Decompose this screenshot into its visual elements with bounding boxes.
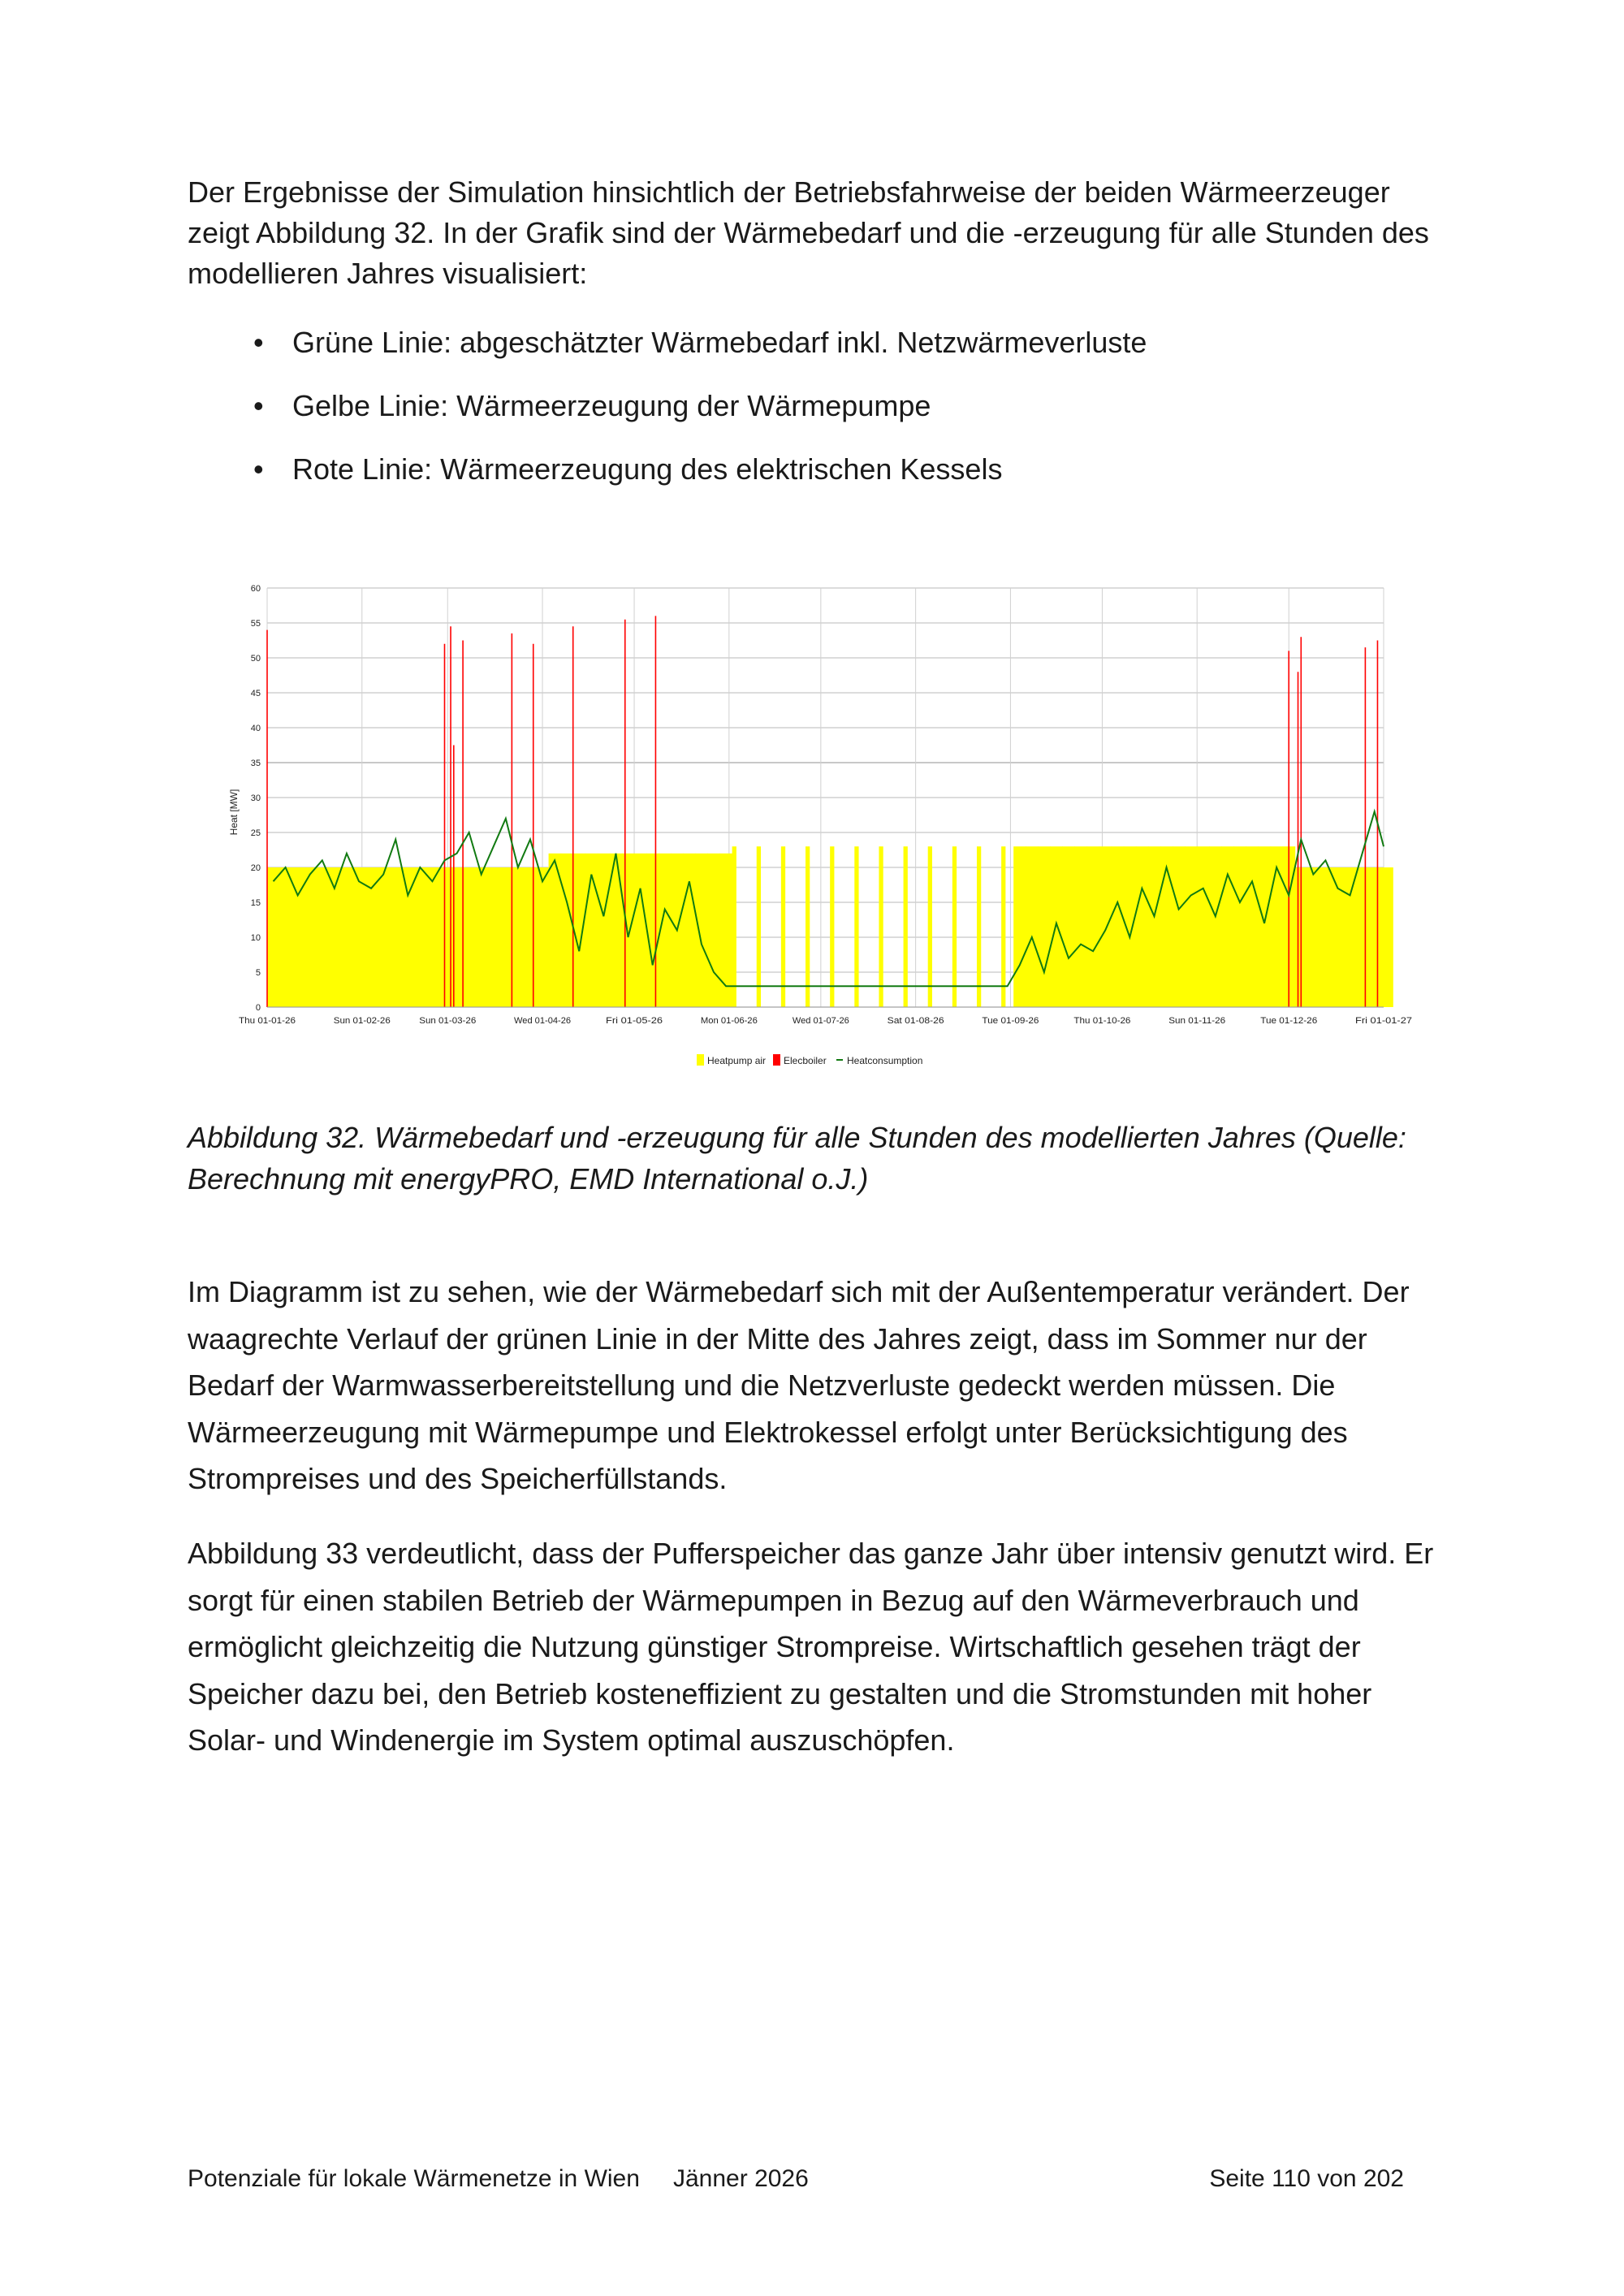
heatpump-bar [904,846,908,1007]
x-tick-label: Tue 01-09-26 [982,1016,1039,1026]
bullet-text: Grüne Linie: abgeschätzter Wärmebedarf inkl. Netzwärmeverluste [292,326,1147,359]
heatpump-bar [1026,846,1039,1007]
legend-label-heatconsumption: Heatconsumption [847,1055,923,1066]
y-tick-label: 25 [250,828,261,838]
heatpump-bar [1380,867,1393,1007]
legend-swatch-elecboiler [773,1054,780,1066]
x-tick-label: Sun 01-03-26 [419,1016,477,1026]
heatpump-bar [1368,867,1381,1007]
heatpump-bar [537,867,550,1007]
intro-paragraph: Der Ergebnisse der Simulation hinsichtlich der Betriebsfahrweise der beiden Wärmeerzeuger zeigt Abbildung 32. In der Grafik sind der Wärmebedarf und die -erzeugung für alle Stunden des modellieren Jahres visualisiert: [188,175,1429,290]
y-tick-label: 5 [255,968,261,978]
heatpump-bar [1246,846,1259,1007]
heatpump-bar [598,854,611,1007]
body-paragraph-2: Abbildung 33 verdeutlicht, dass der Pufferspeicher das ganze Jahr über intensiv genutzt wird. Er sorgt für einen stabilen Betrieb der Wärmepumpen in Bezug auf den Wärmeverbrauch und ermöglicht gleichzeitig die Nutzung günstiger Strompreise. Wirtschaftlich gesehen trägt der Speicher dazu bei, den Betrieb kosteneffizient zu gestalten und die Stromstunden mit hoher Solar- und Windenergie im System optimal auszuschöpfen. [188,1537,1434,1757]
x-tick-label: Fri 01-01-27 [1355,1016,1412,1026]
heatpump-bar [1013,846,1026,1007]
bullet-text: Gelbe Linie: Wärmeerzeugung der Wärmepumpe [292,389,931,422]
heatpump-bar [1221,846,1234,1007]
x-tick-label: Thu 01-10-26 [1073,1016,1131,1026]
heatpump-bar [646,854,659,1007]
heatpump-bar [781,846,785,1007]
x-tick-label: Tue 01-12-26 [1260,1016,1318,1026]
heatpump-bar [1038,846,1051,1007]
y-tick-label: 0 [255,1003,261,1013]
y-tick-label: 10 [250,933,261,943]
heatpump-bar [316,867,329,1007]
heatpump-bar [1112,846,1125,1007]
heatpump-bar [830,846,834,1007]
heatpump-bar [1356,867,1369,1007]
heatpump-bar [426,867,439,1007]
chart-legend [697,1054,922,1066]
heatpump-bar [414,867,427,1007]
heatpump-bar [512,867,525,1007]
heatpump-bar [707,854,720,1007]
heatpump-bar [304,867,317,1007]
heatpump-bar [1148,846,1161,1007]
x-tick-label: Wed 01-04-26 [514,1016,572,1026]
bullet-symbol: • [253,326,264,359]
y-tick-label: 55 [250,619,261,629]
x-tick-label: Thu 01-01-26 [239,1016,296,1026]
heatpump-bar [622,854,635,1007]
heatpump-bar [1136,846,1149,1007]
heatpump-bar [1233,846,1246,1007]
heatpump-bar [879,846,883,1007]
heatpump-bar [475,867,488,1007]
y-tick-label: 20 [250,863,261,873]
y-axis-label: Heat [MW] [228,789,240,836]
heatpump-bar [806,846,810,1007]
heatpump-bar [854,846,858,1007]
legend-label-heatpump: Heatpump air [707,1055,767,1066]
y-tick-label: 45 [250,689,261,698]
y-tick-label: 50 [250,654,261,664]
heatpump-bar [1197,846,1210,1007]
body-paragraph-1: Im Diagramm ist zu sehen, wie der Wärmebedarf sich mit der Außentemperatur verändert. Der waagrechte Verlauf der grünen Linie in der Mitte des Jahres zeigt, dass im Sommer nur der Bedarf der Warmwasserbereitstellung und die Netzverluste gedeckt werden müssen. Die Wärmeerzeugung mit Wärmepumpe und Elektrokessel erfolgt unter Berücksichtigung des Strompreises und des Speicherfüllstands. [188,1275,1410,1495]
heatpump-bar [487,867,500,1007]
heatpump-bar [1099,846,1112,1007]
heatpump-bar [732,846,736,1007]
heatpump-bar [402,867,415,1007]
footer-date: Jänner 2026 [673,2165,809,2192]
bullet-symbol: • [253,452,264,486]
y-tick-label: 35 [250,759,261,768]
heatpump-bar [683,854,696,1007]
heatpump-bar [1320,867,1332,1007]
heatpump-bar [1062,846,1075,1007]
x-tick-label: Fri 01-05-26 [606,1016,663,1026]
heatpump-bar [352,867,365,1007]
x-tick-label: Wed 01-07-26 [792,1016,849,1026]
heatpump-bar [977,846,981,1007]
heatpump-bar [573,854,586,1007]
legend-swatch-heatpump [697,1054,704,1066]
heatpump-bar [695,854,708,1007]
heatpump-bar [267,867,280,1007]
heatpump-bar [451,867,464,1007]
heatpump-bar [1259,846,1272,1007]
heatpump-bar [720,854,733,1007]
heatpump-bar [757,846,761,1007]
x-tick-label: Sun 01-11-26 [1168,1016,1226,1026]
x-tick-label: Sat 01-08-26 [887,1016,944,1026]
heatpump-series [267,846,1393,1007]
heatpump-bar [634,854,647,1007]
figure-caption: Abbildung 32. Wärmebedarf und -erzeugung für alle Stunden des modellierten Jahres (Quelle: Berechnung mit energyPRO, EMD International o.J.) [188,1121,1406,1196]
y-tick-label: 30 [250,793,261,803]
heatpump-bar [1001,846,1005,1007]
legend-label-elecboiler: Elecboiler [784,1055,827,1066]
heatpump-bar [1173,846,1186,1007]
heatpump-bar [499,867,512,1007]
heatpump-bar [1087,846,1100,1007]
x-tick-label: Sun 01-02-26 [333,1016,391,1026]
bullet-text: Rote Linie: Wärmeerzeugung des elektrischen Kessels [292,452,1003,486]
heatpump-bar [1050,846,1063,1007]
x-tick-label: Mon 01-06-26 [700,1016,758,1026]
footer-title: Potenziale für lokale Wärmenetze in Wien [188,2165,640,2192]
heatpump-bar [1271,846,1284,1007]
heatpump-bar [1344,867,1357,1007]
heatpump-bar [378,867,391,1007]
heatpump-bar [928,846,932,1007]
y-tick-label: 15 [250,898,261,908]
heatpump-bar [524,867,537,1007]
heatpump-bar [1185,846,1198,1007]
y-tick-label: 40 [250,724,261,733]
heatpump-bar [1209,846,1222,1007]
heatpump-bar [390,867,403,1007]
heatpump-bar [1307,867,1320,1007]
bullet-symbol: • [253,389,264,422]
heatpump-bar [463,867,476,1007]
y-tick-label: 60 [250,584,261,594]
heatpump-bar [952,846,957,1007]
heatpump-bar [340,867,353,1007]
footer-page-number: Seite 110 von 202 [1209,2165,1404,2192]
heatpump-bar [279,867,292,1007]
heat-chart [219,569,1437,1072]
heatpump-bar [1075,846,1088,1007]
heatpump-bar [561,854,574,1007]
